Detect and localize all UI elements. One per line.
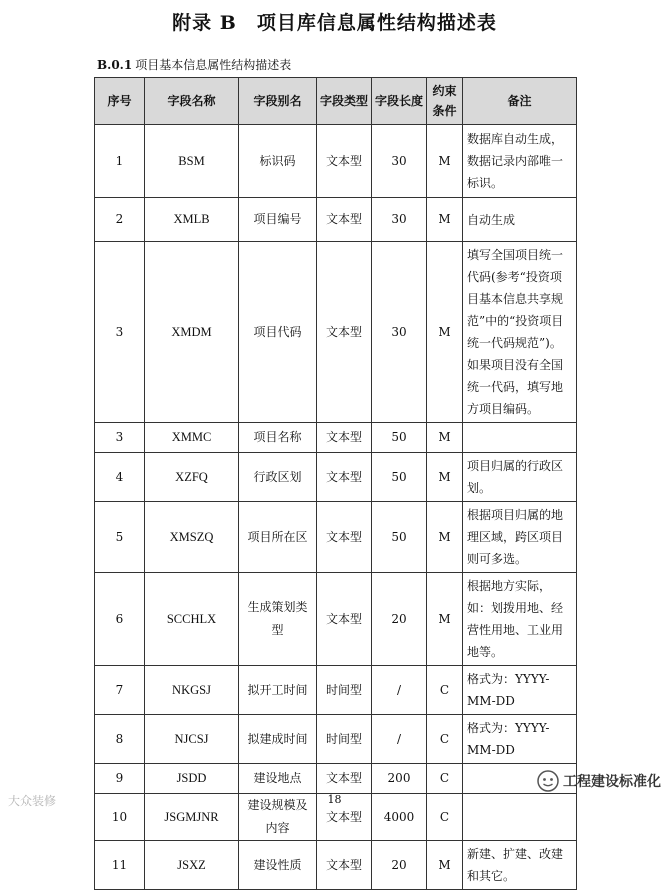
cell-no: 3 [95,423,145,453]
cell-note: 自动生成 [463,198,577,242]
cell-field-alias: 项目名称 [239,423,317,453]
cell-constraint: C [427,764,463,794]
table-row [95,453,577,502]
cell-field-alias: 项目所在区 [239,502,317,573]
cell-field-type: 文本型 [317,794,372,841]
cell-field-type: 时间型 [317,666,372,715]
table-row [95,125,577,198]
cell-note: 格式为：YYYY-MM-DD [463,666,577,715]
cell-note: 格式为：YYYY-MM-DD [463,715,577,764]
cell-field-name: NJCSJ [145,715,239,764]
cell-field-alias: 标识码 [239,125,317,198]
cell-field-type: 文本型 [317,125,372,198]
cell-field-length: / [372,666,427,715]
page-title: 附录 B 项目库信息属性结构描述表 [172,12,497,34]
cell-field-name: XMLB [145,198,239,242]
cell-no: 9 [95,764,145,794]
cell-field-name: XMDM [145,242,239,423]
table-row [95,423,577,453]
cell-constraint: C [427,666,463,715]
table-row [95,715,577,764]
table-row [95,666,577,715]
cell-field-name: BSM [145,125,239,198]
cell-field-length: 200 [372,764,427,794]
table-row [95,198,577,242]
cell-field-type: 文本型 [317,423,372,453]
cell-field-alias: 建设性质 [239,841,317,890]
table-row [95,502,577,573]
cell-field-name: JSDD [145,764,239,794]
cell-field-alias: 建设地点 [239,764,317,794]
cell-field-length: 20 [372,841,427,890]
cell-field-type: 时间型 [317,715,372,764]
cell-note: 项目归属的行政区划。 [463,453,577,502]
cell-constraint: M [427,502,463,573]
cell-note: 数据库自动生成，数据记录内部唯一标识。 [463,125,577,198]
cell-field-length: 30 [372,125,427,198]
cell-field-length: 20 [372,573,427,666]
table-row [95,841,577,890]
cell-field-length: 50 [372,453,427,502]
cell-constraint: M [427,242,463,423]
cell-constraint: M [427,841,463,890]
cell-no: 3 [95,242,145,423]
watermark-right [537,770,661,792]
table-caption-text: 项目基本信息属性结构描述表 [135,58,292,72]
table-header-row [95,78,577,125]
cell-field-name: JSXZ [145,841,239,890]
cell-constraint: C [427,794,463,841]
header-field-name: 字段名称 [145,78,239,125]
table-row [95,573,577,666]
cell-field-type: 文本型 [317,198,372,242]
cell-field-alias: 项目编号 [239,198,317,242]
cell-note [463,423,577,453]
cell-no: 2 [95,198,145,242]
cell-constraint: M [427,125,463,198]
header-field-length: 字段长度 [372,78,427,125]
table-row [95,764,577,794]
table-number: B.0.1 [97,58,133,72]
cell-field-length: 50 [372,423,427,453]
cell-field-type: 文本型 [317,242,372,423]
table-caption [97,56,291,73]
cell-field-length: / [372,715,427,764]
cell-field-name: XZFQ [145,453,239,502]
cell-field-type: 文本型 [317,764,372,794]
cell-field-alias: 建设规模及内容 [239,794,317,841]
cell-field-type: 文本型 [317,502,372,573]
cell-no: 10 [95,794,145,841]
cell-no: 1 [95,125,145,198]
header-no: 序号 [95,78,145,125]
cell-note: 新建、扩建、改建和其它。 [463,841,577,890]
cell-field-name: NKGSJ [145,666,239,715]
cell-constraint: C [427,715,463,764]
cell-note: 根据项目归属的地理区域，跨区项目则可多选。 [463,502,577,573]
cell-field-length: 50 [372,502,427,573]
cell-no: 8 [95,715,145,764]
cell-field-type: 文本型 [317,573,372,666]
cell-field-name: XMSZQ [145,502,239,573]
cell-field-type: 文本型 [317,841,372,890]
cell-note: 填写全国项目统一代码(参考“投资项目基本信息共享规范”中的“投资项目统一代码规范”)。如果项目没有全国统一代码，填写地方项目编码。 [463,242,577,423]
header-constraint: 约束条件 [427,78,463,125]
cell-field-alias: 生成策划类型 [239,573,317,666]
header-field-alias: 字段别名 [239,78,317,125]
cell-no: 11 [95,841,145,890]
cell-constraint: M [427,198,463,242]
cell-no: 4 [95,453,145,502]
cell-field-name: JSGMJNR [145,794,239,841]
cell-field-alias: 项目代码 [239,242,317,423]
cell-no: 6 [95,573,145,666]
cell-constraint: M [427,573,463,666]
header-field-type: 字段类型 [317,78,372,125]
cell-field-alias: 行政区划 [239,453,317,502]
cell-note: 根据地方实际，如：划拨用地、经营性用地、工业用地等。 [463,573,577,666]
cell-field-type: 文本型 [317,453,372,502]
cell-field-length: 4000 [372,794,427,841]
cell-constraint: M [427,423,463,453]
page-number: 18 [327,793,342,806]
cell-no: 7 [95,666,145,715]
cell-field-length: 30 [372,242,427,423]
attribute-table [94,77,577,890]
cell-field-name: XMMC [145,423,239,453]
cell-no: 5 [95,502,145,573]
table-row [95,242,577,423]
cell-field-alias: 拟开工时间 [239,666,317,715]
wechat-logo-icon [537,770,559,792]
header-note: 备注 [463,78,577,125]
cell-field-alias: 拟建成时间 [239,715,317,764]
watermark-left: 大众装修 [8,794,57,808]
cell-constraint: M [427,453,463,502]
cell-field-name: SCCHLX [145,573,239,666]
watermark-right-text: 工程建设标准化 [563,774,661,790]
cell-field-length: 30 [372,198,427,242]
